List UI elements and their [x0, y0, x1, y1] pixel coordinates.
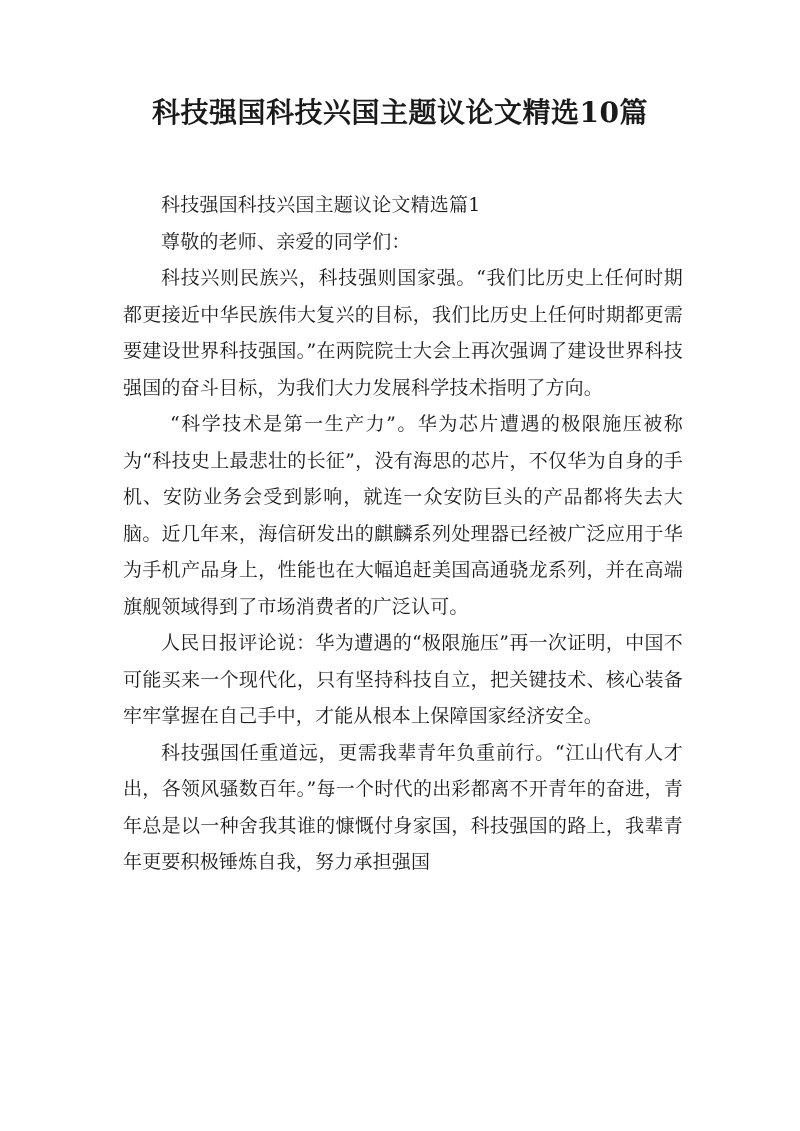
document-body: [123, 187, 683, 881]
document-title: 科技强国科技兴国主题议论文精选10篇: [152, 96, 648, 129]
section-heading: 科技强国科技兴国主题议论文精选篇1: [161, 194, 481, 216]
paragraph: 人民日报评论说：华为遭遇的“极限施压”再一次证明，中国不可能买来一个现代化，只有坚持科技自立，把关键技术、核心装备牢牢掌握在自己手中，才能从根本上保障国家经济安全。: [123, 632, 683, 727]
salutation: 尊敬的老师、亲爱的同学们：: [161, 230, 411, 253]
paragraph: 科技兴则民族兴，科技强则国家强。“我们比历史上任何时期都更接近中华民族伟大复兴的目标，我们比历史上任何时期都更需要建设世界科技强国。”在两院院士大会上再次强调了建设世界科技强国的奋斗目标，为我们大力发展科学技术指明了方向。: [123, 267, 683, 399]
paragraph: “科学技术是第一生产力”。华为芯片遭遇的极限施压被称为“科技史上最悲壮的长征”，没有海思的芯片，不仅华为自身的手机、安防业务会受到影响，就连一众安防巨头的产品都将失去大脑。近几年来，海信研发出的麒麟系列处理器已经被广泛应用于华为手机产品身上，性能也在大幅追赶美国高通骁龙系列，并在高端旗舰领域得到了市场消费者的广泛认可。: [123, 413, 683, 618]
paragraph: 科技强国任重道远，更需我辈青年负重前行。“江山代有人才出，各领风骚数百年。”每一个时代的出彩都离不开青年的奋进，青年总是以一种舍我其谁的慷慨付身家国，科技强国的路上，我辈青年更要积极锤炼自我，努力承担强国: [123, 741, 683, 873]
